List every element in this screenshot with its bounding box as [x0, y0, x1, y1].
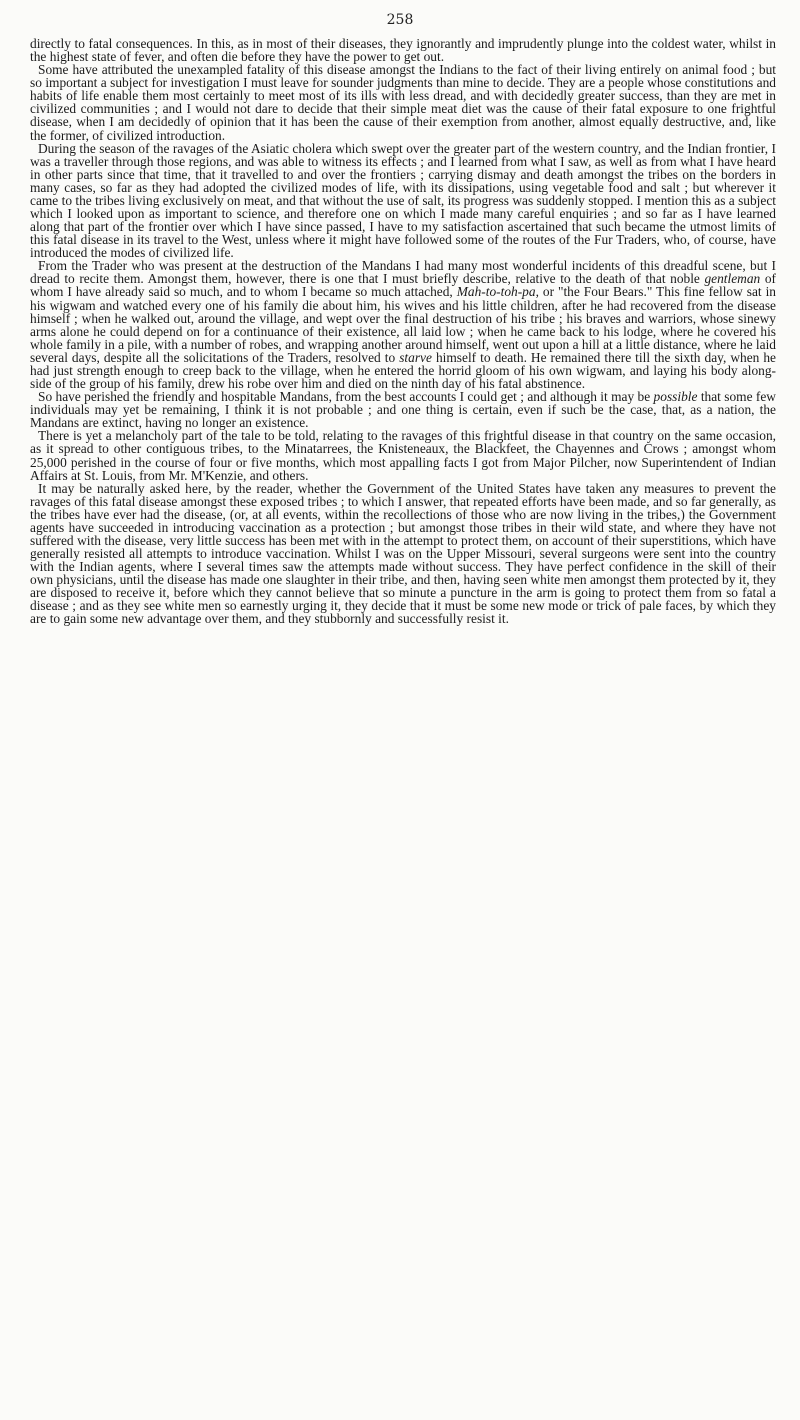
text-run: of whom I have already said so much, and to whom I became so much attached,	[30, 271, 776, 300]
paragraph: Some have attributed the unexampled fatality of this disease amongst the Indians to the fact of their living entirely on animal food ; but so important a subject for investigation I must leave for sounder judgments than mine to decide. They are a people whose constitutions and habits of life enable them most certainly to meet most of its ills with less dread, and with decidedly greater success, than they are met in civilized communities ; and I would not dare to decide that their simple meat diet was the cause of their fatal exposure to one frightful disease, when I am decidedly of opinion that it has been the cause of their exemption from another, almost equally destructive, and, like the former, of civilized introduction.	[30, 62, 776, 143]
body-text	[30, 37, 776, 626]
paragraph	[30, 390, 776, 429]
paragraph: There is yet a melancholy part of the tale to be told, relating to the ravages of this frightful disease in that country on the same occasion, as it spread to other contiguous tribes, to the Minatarrees, the Knisteneaux, the Blackfeet, the Chayennes and Crows ; amongst whom 25,000 perished in the course of four or five months, which most appalling facts I got from Major Pilcher, now Superintendent of Indian Affairs at St. Louis, from Mr. M'Kenzie, and others.	[30, 428, 776, 483]
paragraph: directly to fatal consequences. In this, as in most of their diseases, they ignorantly and imprudently plunge into the coldest water, whilst in the highest state of fever, and often die before they have the power to get out.	[30, 36, 776, 65]
paragraph: During the season of the ravages of the Asiatic cholera which swept over the greater part of the western country, and the Indian frontier, I was a traveller through those regions, and was able to witness its effects ; and I learned from what I saw, as well as from what I have heard in other parts since that time, that it travelled to and over the frontiers ; carrying dismay and death amongst the tribes on the borders in many cases, so far as they had adopted the civilized modes of life, with its dissipations, using vegetable food and salt ; but wherever it came to the tribes living exclusively on meat, and that without the use of salt, its progress was suddenly stopped. I mention this as a subject which I looked upon as important to science, and therefore one on which I made many careful enquiries ; and so far as I have learned along that part of the frontier over which I have since passed, I have to my satisfaction ascertained that such became the utmost limits of this fatal disease in its travel to the West, unless where it might have followed some of the routes of the Fur Traders, who, of course, have introduced the modes of civilized life.	[30, 140, 777, 261]
text-run: that some few individuals may yet be remaining, I think it is not probable ; and one thing is certain, even if such be the case, that, as a nation, the Mandans are extinct, having no longer an existence.	[30, 389, 776, 431]
italic-text: possible	[653, 389, 698, 405]
text-run: From the Trader who was present at the destruction of the Mandans I had many most wonderful incidents of this dreadful scene, but I dread to recite them. Amongst them, however, there is one that I must briefly describe, relative to the death of that noble	[30, 258, 776, 287]
text-run: So have perished the friendly and hospitable Mandans, from the best accounts I could get ; and although it may be	[38, 389, 654, 405]
paragraph: It may be naturally asked here, by the reader, whether the Government of the United States have taken any measures to prevent the ravages of this fatal disease amongst these exposed tribes ; to which I answer, that repeated efforts have been made, and so far generally, as the tribes have ever had the disease, (or, at all events, within the recollections of those who are now living in the tribes,) the Government agents have succeeded in introducing vaccination as a protection ; but amongst those tribes in their wild state, and where they have not suffered with the disease, very little success has been met with in the attempt to protect them, on account of their superstitions, which have generally resisted all attempts to introduce vaccination. Whilst I was on the Upper Missouri, several surgeons were sent into the country with the Indian agents, where I several times saw the attempts made without success. They have perfect confidence in the skill of their own physicians, until the disease has made one slaughter in their tribe, and then, having seen white men amongst them protected by it, they are disposed to receive it, before which they cannot believe that so minute a puncture in the arm is going to protect them from so fatal a disease ; and as they see white men so earnestly urging it, they decide that it must be some new mode or trick of pale faces, by which they are to gain some new advantage over them, and they stubbornly and successfully resist it.	[30, 480, 776, 627]
text-run: himself to death. He remained there till the sixth day, when he had just strength enough to creep back to the village, when he entered the horrid gloom of his own wigwam, and laying his body along-side of the group of his family, drew his robe over him and died on the ninth day of his fatal abstinence.	[30, 349, 776, 392]
text-run: , or "the Four Bears." This fine fellow sat in his wigwam and watched every one of his family die about him, his wives and his little children, after he had recovered from the disease himself ; when he walked out, around the village, and wept over the final destruction of his tribe ; his braves and warriors, whose sinewy arms alone he could depend on for a continuance of their existence, all laid low ; when he came back to his lodge, where he covered his whole family in a pile, with a number of robes, and wrapping another around himself, went out upon a hill at a little distance, where he laid several days, despite all the solicitations of the Traders, resolved to	[30, 284, 776, 365]
italic-text: gentleman	[704, 271, 761, 287]
page-number: 258	[386, 12, 414, 28]
italic-text: Mah-to-toh-pa	[456, 284, 536, 300]
italic-text: starve	[399, 349, 432, 365]
paragraph	[30, 259, 776, 390]
